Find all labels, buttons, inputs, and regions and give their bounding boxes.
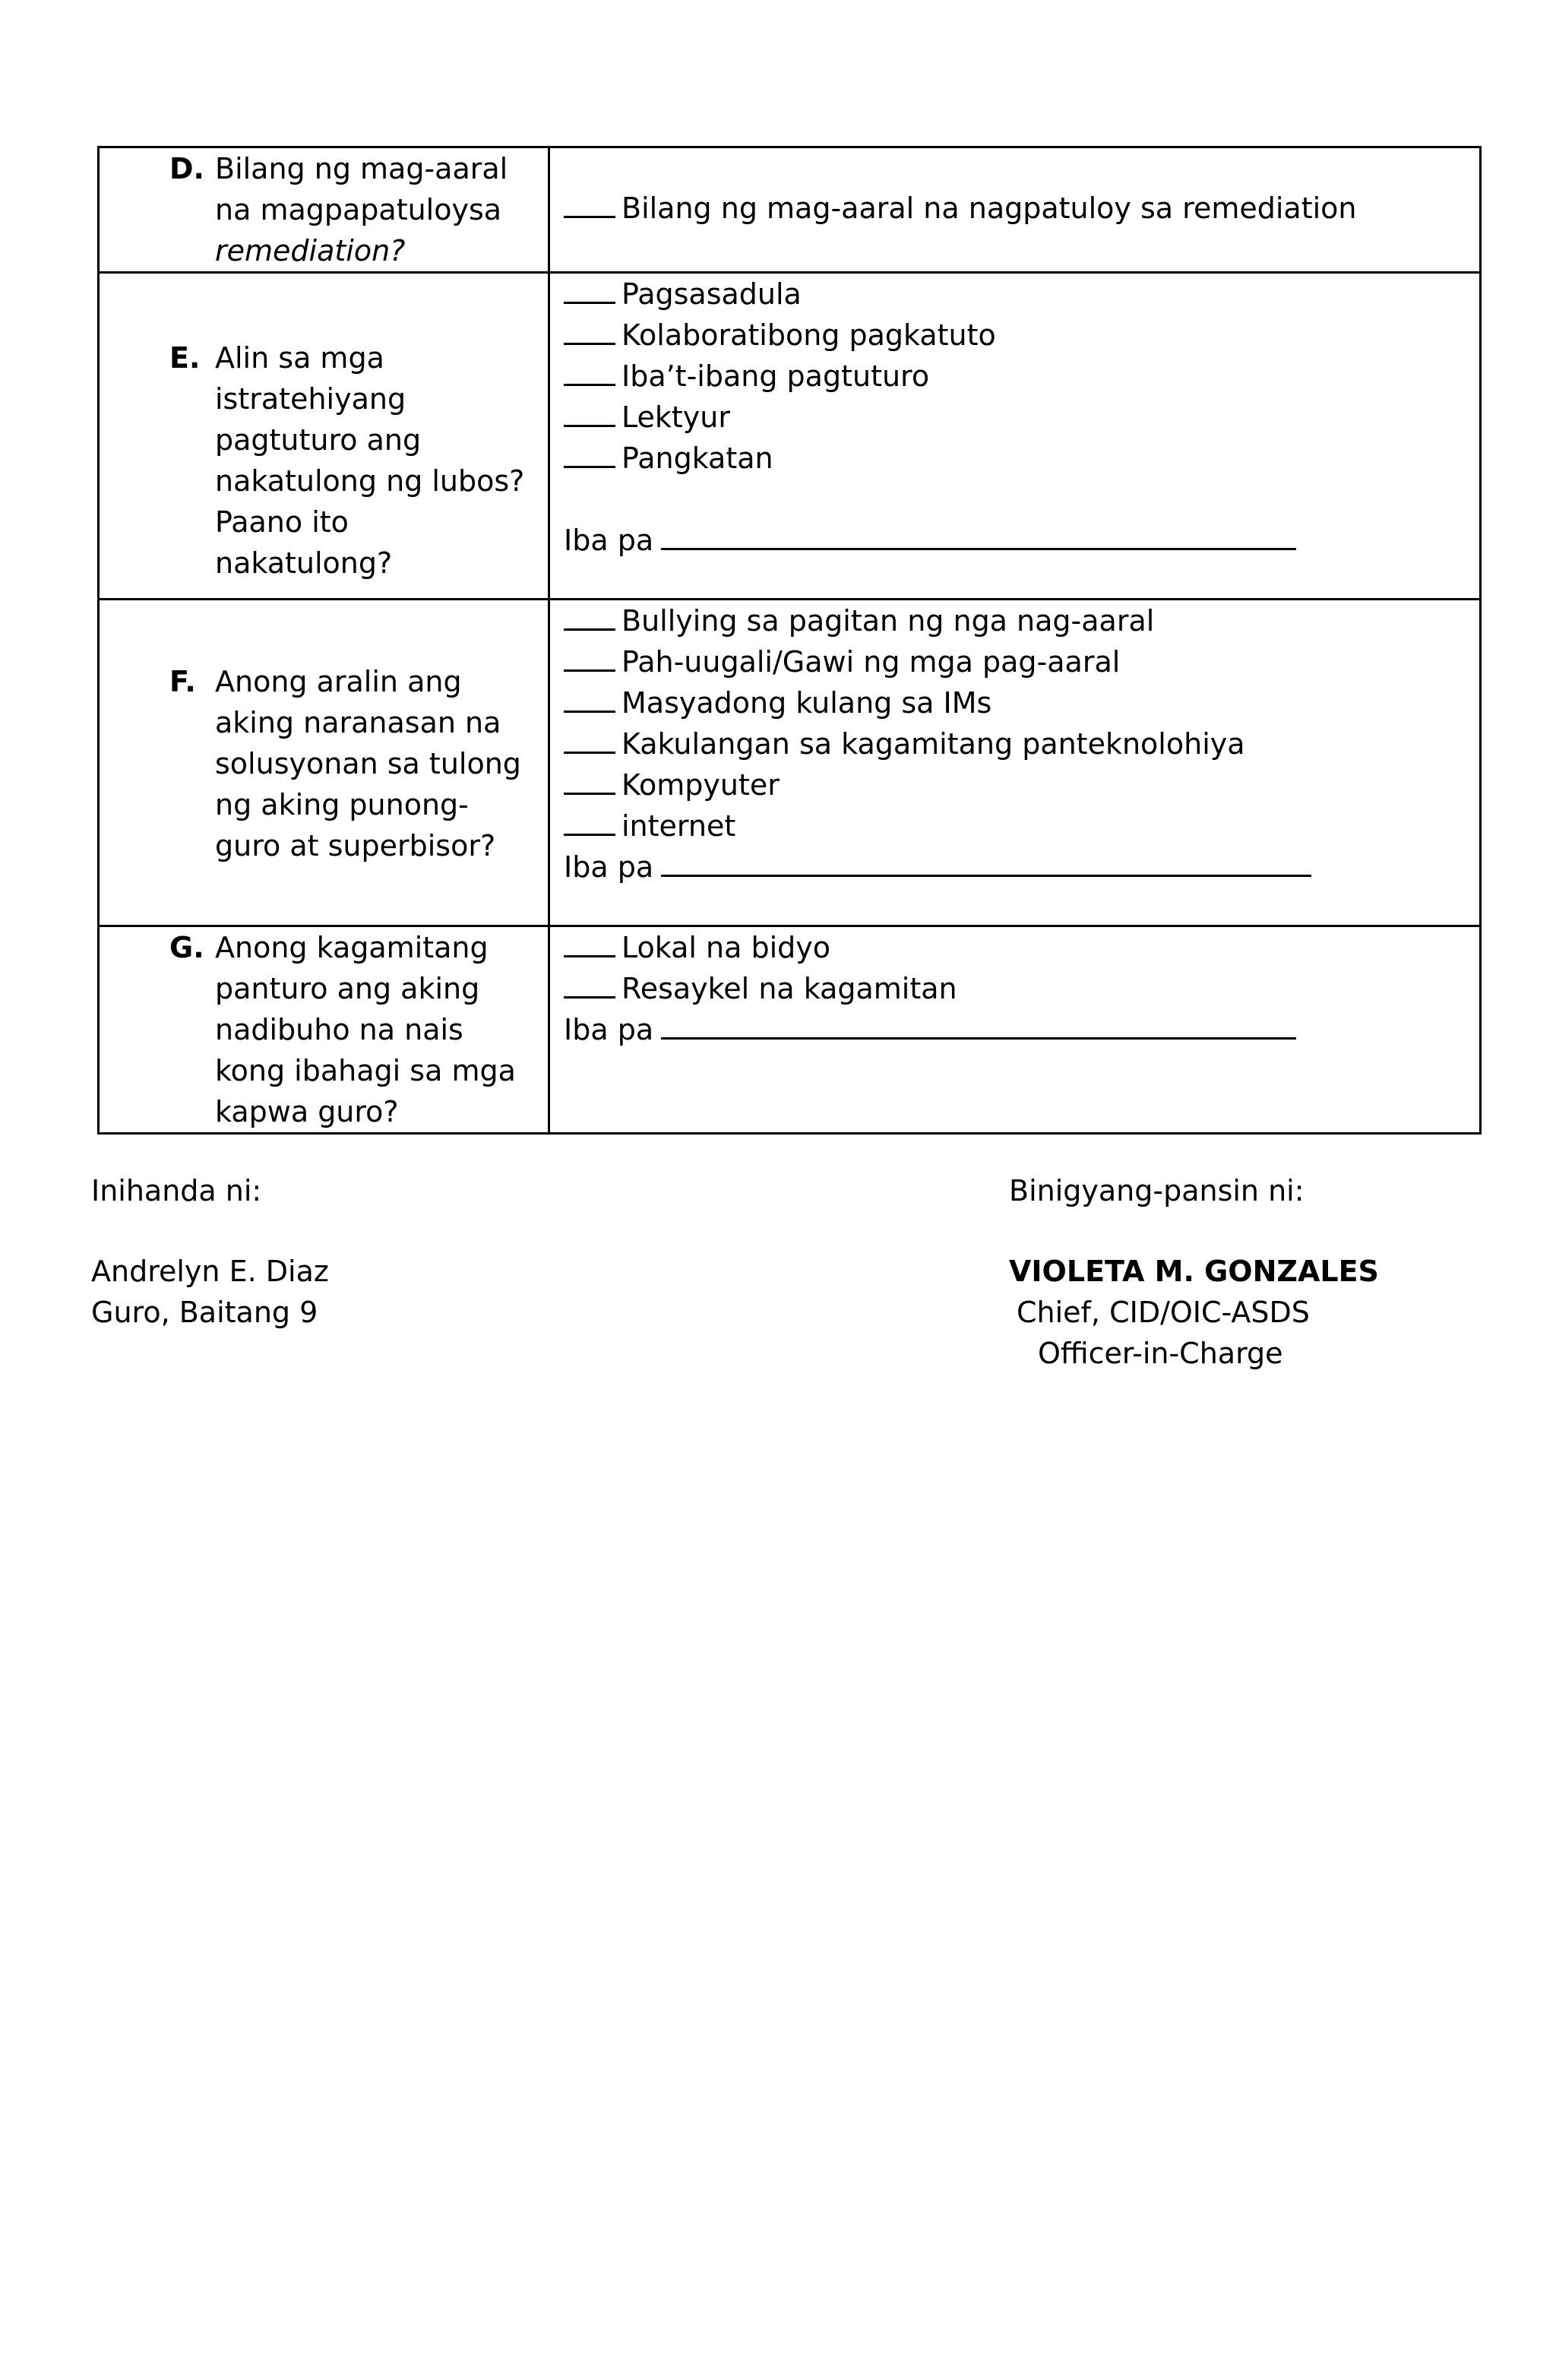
option-label: Resaykel na kagamitan [621,972,957,1005]
option-label: Masyadong kulang sa IMs [621,686,992,720]
option-item [564,356,1479,397]
other-blank[interactable] [661,1011,1296,1040]
other-label: Iba pa [564,524,654,557]
option-item [564,805,1479,847]
answer-blank[interactable] [564,190,615,218]
option-item [564,641,1479,682]
answer-blank[interactable] [564,970,615,999]
answer-blank[interactable] [564,276,615,304]
option-item [564,764,1479,805]
question-text-italic: remediation? [215,234,406,267]
question-cell [99,147,549,273]
option-label: Pah-uugali/Gawi ng mga pag-aaral [621,645,1121,679]
option-item [564,274,1479,315]
option-label: Iba’t-ibang pagtuturo [621,359,930,393]
evaluation-table [97,146,1482,1135]
answer-blank[interactable] [564,603,615,631]
table-row-f [99,600,1481,926]
other-label: Iba pa [564,1013,654,1046]
other-label: Iba pa [564,850,654,884]
prepared-by-position: Guro, Baitang 9 [91,1296,318,1329]
option-label: Pangkatan [621,442,773,475]
option-label: Lokal na bidyo [621,931,830,964]
noted-by-block [1009,1170,1379,1374]
option-label: internet [621,809,736,843]
prepared-by-label: Inihanda ni: [91,1174,262,1207]
option-item [564,397,1479,438]
question-text: Alin sa mga istratehiyang pagtuturo ang nakatulong ng lubos? Paano ito nakatulong? [215,341,525,580]
table-row-e [99,273,1481,600]
question-cell [99,273,549,600]
row-letter: E. [169,341,201,375]
answer-cell [549,600,1481,926]
noted-by-name: VIOLETA M. GONZALES [1009,1255,1379,1288]
answer-blank[interactable] [564,767,615,795]
option-item [564,315,1479,356]
prepared-by-block [91,1170,329,1333]
noted-by-label: Binigyang-pansin ni: [1009,1174,1305,1207]
noted-by-position: Chief, CID/OIC-ASDS [1017,1296,1310,1329]
option-item [564,600,1479,641]
answer-blank[interactable] [564,808,615,836]
answer-blank[interactable] [564,399,615,427]
option-label: Bullying sa pagitan ng nga nag-aaral [621,604,1155,638]
answer-blank[interactable] [564,644,615,672]
row-letter: D. [169,152,204,185]
answer-blank[interactable] [564,317,615,345]
option-item [564,438,1479,479]
question-text-main: Bilang ng mag-aaral na magpapatuloysa [215,152,508,226]
question-text: Anong aralin ang aking naranasan na solusyonan sa tulong ng aking punong-guro at superbisor? [215,665,521,862]
option-item [564,682,1479,723]
answer-cell [549,147,1481,273]
answer-cell [549,273,1481,600]
question-cell [99,600,549,926]
option-item [564,723,1479,764]
option-label: Pagsasadula [621,277,802,311]
table-row-d [99,147,1481,273]
question-text: Anong kagamitang panturo ang aking nadibuho na nais kong ibahagi sa mga kapwa guro? [215,931,516,1128]
answer-blank[interactable] [564,440,615,468]
other-item [564,847,1479,888]
answer-blank[interactable] [564,685,615,713]
answer-blank[interactable] [564,929,615,957]
option-label: Kolaboratibong pagkatuto [621,318,996,352]
option-item [564,188,1479,229]
prepared-by-name: Andrelyn E. Diaz [91,1255,329,1288]
row-letter: F. [169,665,196,698]
answer-cell [549,926,1481,1134]
option-label: Lektyur [621,400,730,434]
option-label: Kompyuter [621,768,780,802]
question-cell [99,926,549,1134]
other-blank[interactable] [661,522,1296,550]
row-letter: G. [169,931,204,964]
other-blank[interactable] [661,849,1311,877]
answer-blank[interactable] [564,726,615,754]
option-label: Kakulangan sa kagamitang panteknolohiya [621,727,1245,761]
option-label: Bilang ng mag-aaral na nagpatuloy sa remediation [621,191,1357,225]
other-item [564,1009,1479,1050]
option-item [564,927,1479,968]
other-item [564,520,1479,561]
table-row-g [99,926,1481,1134]
question-text [215,148,531,271]
option-item [564,968,1479,1009]
noted-by-role: Officer-in-Charge [1038,1337,1283,1370]
answer-blank[interactable] [564,358,615,386]
